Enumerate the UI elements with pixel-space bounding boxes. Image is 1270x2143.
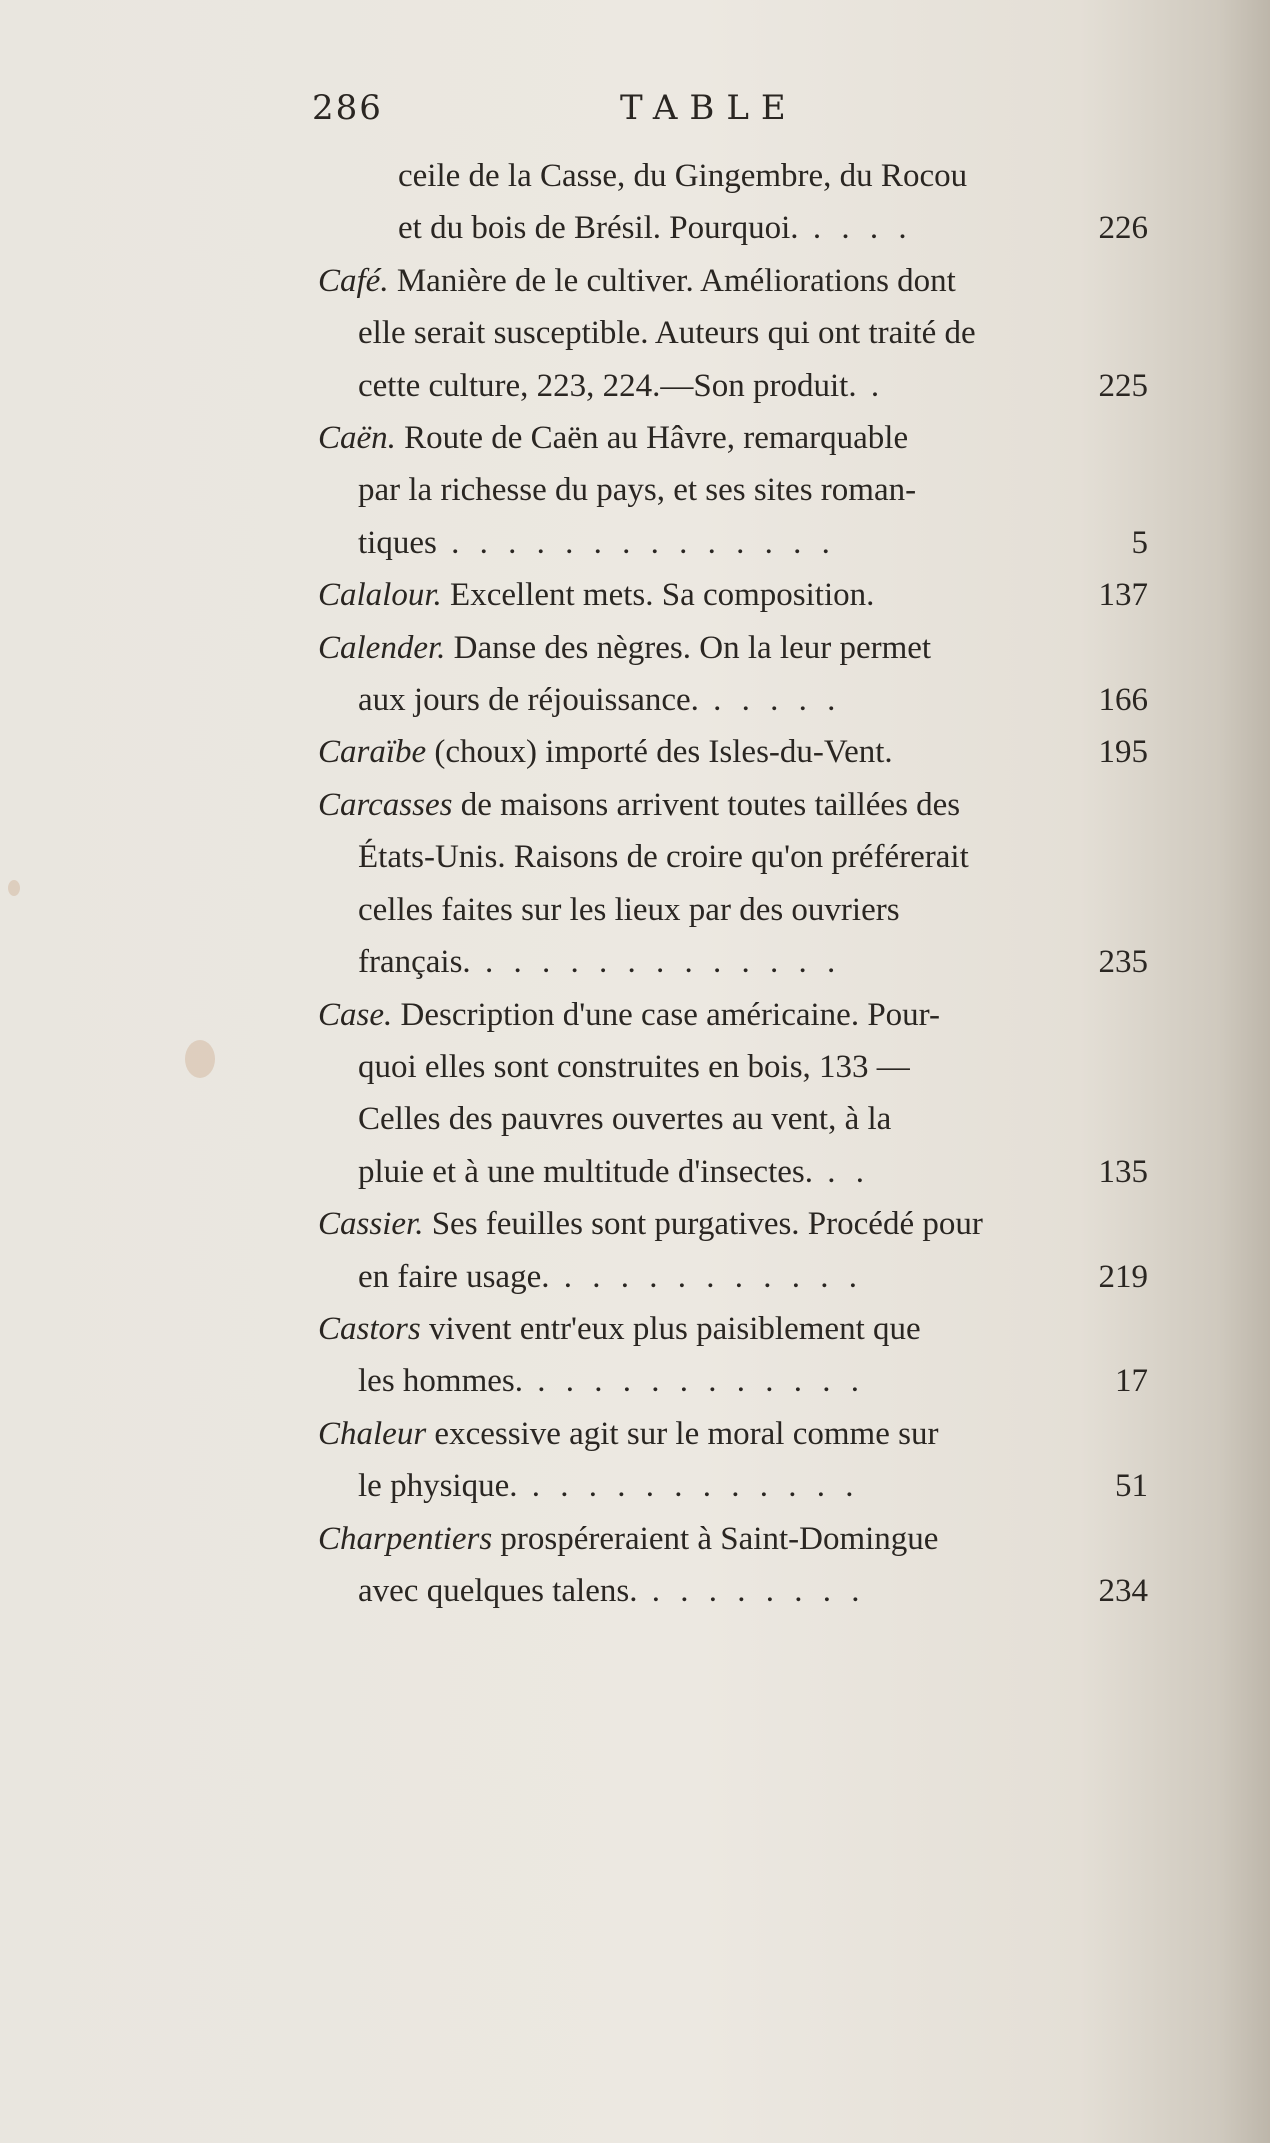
entry-line: [318, 1460, 1148, 1512]
entry-text: (choux) importé des Isles-du-Vent.: [426, 734, 893, 771]
entry-page-number: 235: [1098, 944, 1148, 981]
entry-text: prospéreraient à Saint-Domingue: [492, 1520, 939, 1557]
entry-term: Case.: [318, 996, 393, 1033]
entry-line: [318, 884, 1148, 936]
entry-line: [318, 831, 1148, 883]
entry-line: [318, 1198, 1148, 1250]
entry-term: Café.: [318, 262, 389, 299]
dot-leaders: . .: [813, 1153, 870, 1190]
entry-term: Castors: [318, 1310, 421, 1347]
entry-text: tiques: [358, 524, 437, 561]
index-entry: [318, 1198, 1148, 1303]
page-number: 286: [312, 88, 383, 128]
index-entry: [318, 1303, 1148, 1408]
entry-text: avec quelques talens.: [358, 1572, 638, 1609]
page-header: [312, 88, 1147, 136]
entry-term: Cassier.: [318, 1206, 424, 1243]
entry-text: ceile de la Casse, du Gingembre, du Rocou: [398, 158, 968, 194]
entry-text: aux jours de réjouissance.: [358, 682, 699, 719]
entry-page-number: 219: [1098, 1258, 1148, 1295]
entry-line: [318, 1303, 1148, 1355]
entry-line: [318, 936, 1148, 988]
index-entry: [318, 255, 1148, 412]
entry-page-number: 195: [1098, 734, 1148, 771]
entry-line: [318, 1513, 1148, 1565]
dot-leaders: .: [856, 367, 886, 404]
entry-line: [318, 1565, 1148, 1617]
entry-text: Route de Caën au Hâvre, remarquable: [395, 420, 909, 457]
entry-term: Charpentiers: [318, 1520, 493, 1557]
entry-text: par la richesse du pays, et ses sites roman-: [358, 472, 917, 509]
entry-page-number: 135: [1098, 1153, 1148, 1190]
index-entries: [318, 150, 1148, 1617]
entry-page-number: 226: [1098, 210, 1148, 247]
entry-line: [318, 726, 1148, 778]
entry-term: Carcasses: [318, 786, 453, 823]
entry-line: [318, 1355, 1148, 1407]
index-entry: [318, 989, 1148, 1199]
entry-text: excessive agit sur le moral comme sur: [426, 1415, 939, 1452]
dot-leaders: . . . . . . . . . . . . . .: [436, 524, 836, 561]
index-entry: [318, 569, 1148, 621]
entry-text: le physique.: [358, 1468, 518, 1505]
dot-leaders: . . . . . . . . . . . . .: [470, 944, 842, 981]
entry-text: Danse des nègres. On la leur permet: [445, 629, 932, 666]
paper-stain: [185, 1040, 215, 1078]
entry-text: États-Unis. Raisons de croire qu'on préférerait: [358, 839, 969, 876]
dot-leaders: . . . . . . . . . . . .: [522, 1363, 865, 1400]
entry-term: Calalour.: [318, 577, 442, 614]
entry-line: [318, 1093, 1148, 1145]
dot-leaders: . . . . .: [698, 682, 842, 719]
paper-stain: [8, 880, 20, 896]
entry-line: [318, 1041, 1148, 1093]
entry-line: [318, 360, 1148, 412]
entry-text: Ses feuilles sont purgatives. Procédé pour: [423, 1206, 983, 1243]
entry-line: [318, 1146, 1148, 1198]
entry-text: Excellent mets. Sa composition.: [441, 577, 875, 614]
entry-line: [318, 412, 1148, 464]
index-entry: [318, 1408, 1148, 1513]
index-entry: [318, 779, 1148, 989]
entry-line: [358, 202, 1148, 254]
dot-leaders: . . . . . . . . . . .: [549, 1258, 863, 1295]
entry-term: Calender.: [318, 629, 446, 666]
entry-line: [318, 569, 1148, 621]
entry-line: [318, 517, 1148, 569]
entry-text: cette culture, 223, 224.—Son produit.: [358, 367, 857, 404]
entry-page-number: 137: [1098, 577, 1148, 614]
entry-line: [318, 1408, 1148, 1460]
entry-line: [358, 150, 1148, 202]
entry-text: elle serait susceptible. Auteurs qui ont traité de: [358, 315, 976, 352]
dot-leaders: . . . . . . . . . . . .: [517, 1468, 860, 1505]
dot-leaders: . . . .: [798, 210, 913, 247]
index-entry: [318, 412, 1148, 569]
entry-text: quoi elles sont construites en bois, 133 —: [358, 1048, 910, 1085]
entry-text: de maisons arrivent toutes taillées des: [452, 786, 961, 823]
entry-line: [318, 622, 1148, 674]
entry-line: [318, 255, 1148, 307]
entry-line: [318, 674, 1148, 726]
page-title: TABLE: [620, 88, 798, 128]
entry-page-number: 166: [1098, 682, 1148, 719]
dot-leaders: . . . . . . . .: [637, 1572, 866, 1609]
entry-text: celles faites sur les lieux par des ouvriers: [358, 891, 900, 928]
entry-line: [318, 464, 1148, 516]
entry-page-number: 51: [1115, 1468, 1148, 1505]
entry-term: Chaleur: [318, 1415, 427, 1452]
entry-page-number: 17: [1115, 1363, 1148, 1400]
index-entry: [318, 622, 1148, 727]
entry-page-number: 5: [1131, 524, 1148, 561]
entry-text: et du bois de Brésil. Pourquoi.: [398, 210, 799, 247]
entry-page-number: 225: [1098, 367, 1148, 404]
entry-text: pluie et à une multitude d'insectes.: [358, 1153, 813, 1190]
index-entry: [318, 726, 1148, 778]
index-entry: [318, 150, 1148, 255]
entry-text: Description d'une case américaine. Pour-: [392, 996, 940, 1033]
index-entry: [318, 1513, 1148, 1618]
entry-text: Manière de le cultiver. Améliorations dont: [388, 262, 956, 299]
entry-term: Caën.: [318, 420, 396, 457]
entry-text: les hommes.: [358, 1363, 523, 1400]
entry-line: [318, 1251, 1148, 1303]
entry-text: français.: [358, 944, 471, 981]
entry-text: en faire usage.: [358, 1258, 550, 1295]
entry-line: [318, 307, 1148, 359]
entry-line: [318, 989, 1148, 1041]
entry-text: vivent entr'eux plus paisiblement que: [420, 1310, 921, 1347]
entry-page-number: 234: [1098, 1572, 1148, 1609]
entry-term: Caraïbe: [318, 734, 427, 771]
entry-text: Celles des pauvres ouvertes au vent, à la: [358, 1101, 892, 1138]
entry-line: [318, 779, 1148, 831]
